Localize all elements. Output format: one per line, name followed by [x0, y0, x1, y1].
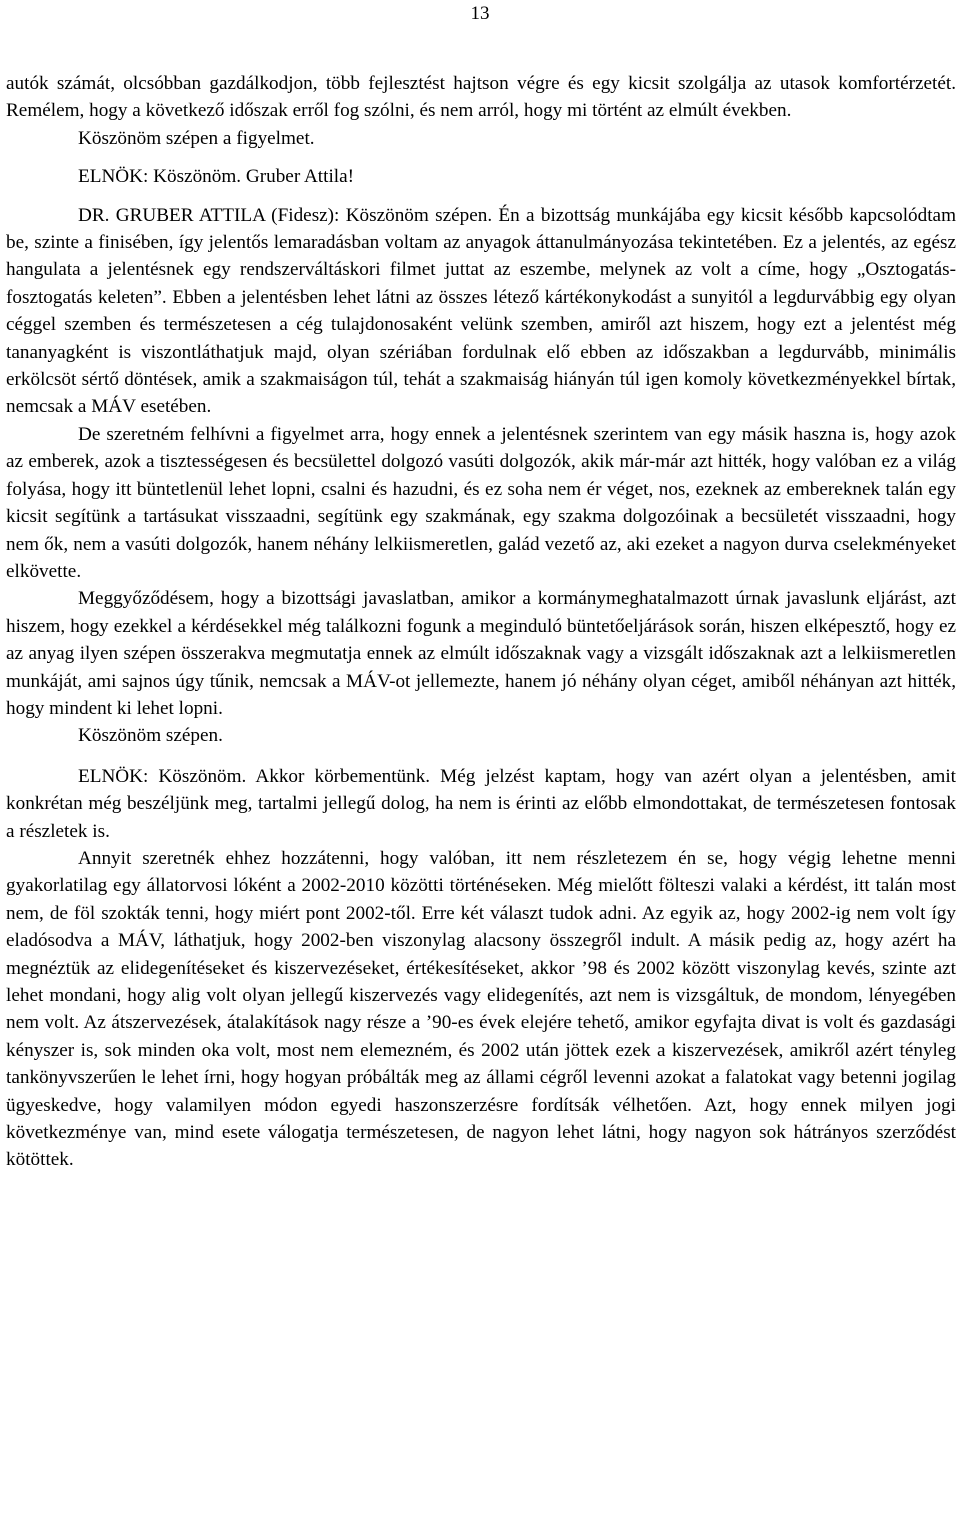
paragraph-conviction: Meggyőződésem, hogy a bizottsági javaslatban, amikor a kormánymeghatalmazott úrnak javaslunk eljárást, azt hiszem, hogy ezekkel a kérdésekkel még találkozni fogunk a meginduló büntetőeljárások során, hiszen elképesztő, hogy ez az anyag ilyen szépen összerakva megmutatja ennek az elmúlt időszaknak vagy a vizsgált időszaknak azt a lelkiismeretlen munkáját, ami sajnos úgy tűnik, nemcsak a MÁV-ot jellemezte, hanem jó néhány olyan céget, amiből néhányan azt hitték, hogy mindent ki lehet lopni.: [6, 588, 956, 719]
paragraph-thanks: Köszönöm szépen.: [78, 725, 223, 747]
paragraph-thanks-attention: Köszönöm szépen a figyelmet.: [78, 127, 315, 149]
page-number: 13: [470, 3, 490, 24]
document-body: [6, 70, 956, 1174]
paragraph-continuation: autók számát, olcsóbban gazdálkodjon, több fejlesztést hajtson végre és egy kicsit szolgálja az utasok komfortérzetét. Remélem, hogy a következő időszak erről fog szólni, és nem arról, hogy mi történt az elmúlt években.: [6, 73, 956, 122]
paragraph-gruber-speech: DR. GRUBER ATTILA (Fidesz): Köszönöm szépen. Én a bizottság munkájába egy kicsit később kapcsolódtam be, szinte a finisében, így jelentős lemaradásban voltam az anyagok áttanulmányozása tekintetében. Ez a jelentés, az egész hangulata a jelentésnek egy rendszerváltáskori filmet juttat az eszembe, melynek az volt a címe, hogy „Osztogatás-fosztogatás keleten”. Ebben a jelentésben lehet látni az összes létező kártékonykodást a sunyitól a legdurvábbig egy olyan céggel szemben és természetesen a cég tulajdonosaként velünk szemben, amiről azt hiszem, hogy ezt a jelentést még tananyagként is viszontláthatjuk majd, olyan szériában fordulnak elő ebben az időszakban a legdurvább, minimális erkölcsöt sértő döntések, amik a szakmaiságon túl, tehát a szakmaiság hiányán túl igen komoly következményekkel bírtak, nemcsak a MÁV esetében.: [6, 204, 956, 418]
paragraph-railway-workers: De szeretném felhívni a figyelmet arra, hogy ennek a jelentésnek szerintem van egy másik haszna is, hogy azok az emberek, azok a tisztességesen és becsülettel dolgozó vasúti dolgozók, akik már-már azt hitték, hogy valóban ez a világ folyása, hogy itt büntetlenül lehet lopni, csalni és hazudni, és ez soha nem ér véget, nos, ezeknek az embereknek talán egy kicsit segítünk a tartásukat visszaadni, segítünk egy szakmának, egy szakma dolgozóinak a becsületét visszaadni, hogy nem ők, nem a vasúti dolgozók, hanem néhány lelkiismeretlen, galád vezető az, aki ezeket a nagyon durva cselekményeket elkövette.: [6, 423, 956, 582]
paragraph-chair-details: Annyit szeretnék ehhez hozzátenni, hogy valóban, itt nem részletezem én se, hogy végig lehetne menni gyakorlatilag egy állatorvosi lóként a 2002-2010 közötti történéseken. Még mielőtt fölteszi valaki a kérdést, itt talán most nem, de föl szokták tenni, hogy miért pont 2002-től. Erre két választ tudok adni. Az egyik az, hogy 2002-ig nem volt így eladósodva a MÁV, láthatjuk, hogy 2002-ben viszonylag alacsony összegről indult. A másik pedig az, hogy azért ha megnéztük az elidegenítéseket és kiszervezéseket, értékesítéseket, akkor ’98 és 2002 között viszonylag kevés, szinte azt lehet mondani, hogy alig volt olyan jellegű kiszervezés vagy elidegenítés, azt nem is vizsgáltuk, de mondom, lényegében nem volt. Az átszervezések, átalakítások nagy része a ’90-es évek elejére tehető, amikor egyfajta divat is volt és gazdasági kényszer is, sok minden oka volt, most nem elemezném, és 2002 után jöttek ezek a kiszervezések, amikről azért tényleg tankönyvszerűen le lehet írni, hogy hogyan próbálták meg az állami cégről levenni azokat a falatokat vagy betenni jogilag ügyeskedve, hogy valamilyen módon egyedi haszonszerzésre fordítsák vélhetően. Azt, hogy ennek milyen jogi következménye van, mind esete válogatja természetesen, de nagyon lehet látni, hogy nagyon sok hátrányos szerződést kötöttek.: [6, 847, 956, 1171]
paragraph-chair-gruber: ELNÖK: Köszönöm. Gruber Attila!: [78, 166, 355, 188]
paragraph-chair-round: ELNÖK: Köszönöm. Akkor körbementünk. Még jelzést kaptam, hogy van azért olyan a jelentésben, amit konkrétan még beszéljünk meg, tartalmi jellegű dolog, ha nem is érinti az előbb elmondottakat, de természetesen fontosak a részletek is.: [6, 765, 956, 842]
